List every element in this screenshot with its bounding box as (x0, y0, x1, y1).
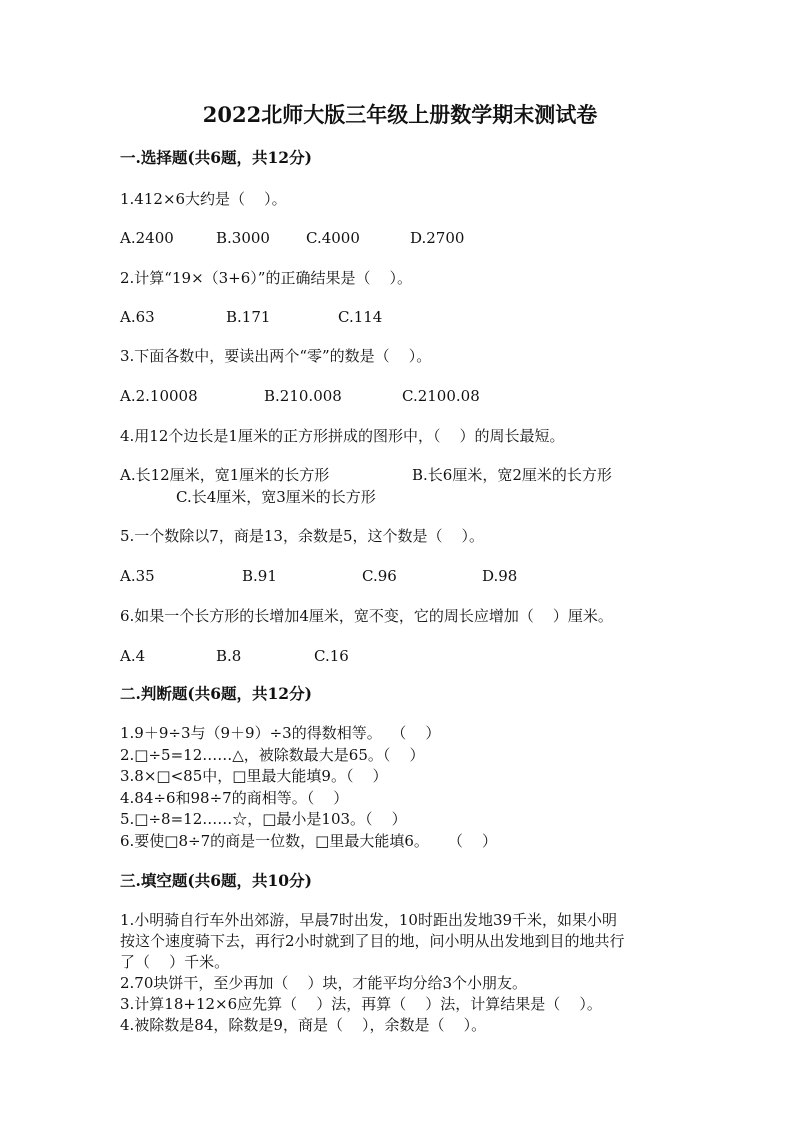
option-6a: A.4 (120, 647, 146, 665)
option-1a: A.2400 (120, 229, 174, 247)
section-heading-choice: 一.选择题(共6题，共12分) (120, 148, 312, 167)
fill-line: 按这个速度骑下去，再行2小时就到了目的地，问小明从出发地到目的地共行 (120, 932, 625, 950)
question-4: 4.用12个边长是1厘米的正方形拼成的图形中，（ ）的周长最短。 (120, 427, 565, 445)
page-title: 2022北师大版三年级上册数学期末测试卷 (202, 102, 598, 127)
question-2: 2.计算“19×（3+6）”的正确结果是（ ）。 (120, 269, 413, 287)
fill-line: 3.计算18+12×6应先算（ ）法，再算（ ）法，计算结果是（ ）。 (120, 995, 602, 1013)
option-4a: A.长12厘米，宽1厘米的长方形 (120, 466, 330, 484)
judge-item: 5.□÷8=12……☆，□最小是103。（ ） (120, 810, 407, 828)
option-3a: A.2.10008 (120, 387, 198, 405)
judge-item: 3.8×□<85中，□里最大能填9。（ ） (120, 767, 388, 785)
option-5b: B.91 (242, 567, 277, 585)
option-1c: C.4000 (306, 229, 360, 247)
question-1: 1.412×6大约是（ ）。 (120, 190, 287, 208)
option-1b: B.3000 (216, 229, 270, 247)
judge-item: 1.9＋9÷3与（9＋9）÷3的得数相等。 （ ） (120, 724, 441, 742)
option-1d: D.2700 (410, 229, 465, 247)
question-6: 6.如果一个长方形的长增加4厘米，宽不变，它的周长应增加（ ）厘米。 (120, 607, 613, 625)
judge-item: 4.84÷6和98÷7的商相等。（ ） (120, 789, 349, 807)
fill-line: 1.小明骑自行车外出郊游，早晨7时出发，10时距出发地39千米，如果小明 (120, 911, 618, 929)
option-5a: A.35 (120, 567, 155, 585)
judge-item: 6.要使□8÷7的商是一位数，□里最大能填6。 （ ） (120, 832, 498, 850)
option-3b: B.210.008 (264, 387, 342, 405)
option-6c: C.16 (314, 647, 349, 665)
option-4c: C.长4厘米，宽3厘米的长方形 (176, 488, 376, 506)
judge-item: 2.□÷5=12……△，被除数最大是65。（ ） (120, 746, 425, 764)
option-5c: C.96 (362, 567, 397, 585)
fill-line: 4.被除数是84，除数是9，商是（ ），余数是（ ）。 (120, 1016, 487, 1034)
option-4b: B.长6厘米，宽2厘米的长方形 (412, 466, 612, 484)
section-heading-fill: 三.填空题(共6题，共10分) (120, 871, 312, 890)
option-2a: A.63 (120, 308, 155, 326)
option-2b: B.171 (226, 308, 271, 326)
option-5d: D.98 (482, 567, 518, 585)
fill-line: 2.70块饼干，至少再加（ ）块，才能平均分给3个小朋友。 (120, 974, 528, 992)
question-5: 5.一个数除以7，商是13，余数是5，这个数是（ ）。 (120, 527, 485, 545)
question-3: 3.下面各数中，要读出两个“零”的数是（ ）。 (120, 347, 432, 365)
option-2c: C.114 (338, 308, 383, 326)
fill-line: 了（ ）千米。 (120, 953, 230, 971)
option-6b: B.8 (216, 647, 242, 665)
section-heading-judge: 二.判断题(共6题，共12分) (120, 684, 312, 703)
option-3c: C.2100.08 (402, 387, 480, 405)
